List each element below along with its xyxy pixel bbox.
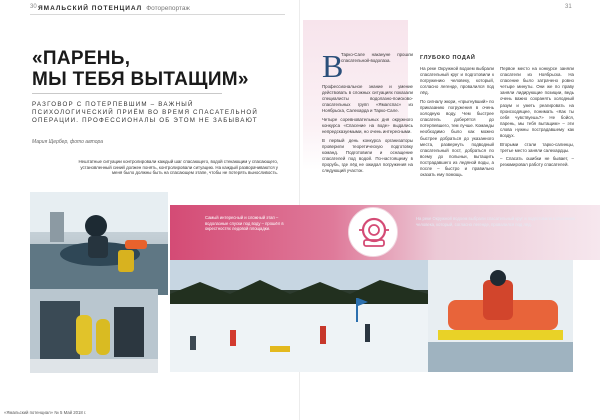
running-header <box>38 5 190 12</box>
left-page-number: 30 <box>30 4 37 10</box>
diver-helmet-icon <box>356 214 392 250</box>
body-paragraph: Первое место на конкурсе заняли спасатели из Ноябрьска. На спасение было затрачено ровно четыре минуты. Они же по праву заняли лидирующие позиции, ведь очень важно сохранять холодный разум и уметь реагировать на происходящее, понимать «Как ты себя чувствуешь?» Не бойся, парень, мы тебя вытащим» – эти слова нужны пострадавшему как воздух. <box>500 66 574 139</box>
body-paragraph: – Спасать ошибки не бывает, – резюмировал работу спасателей. <box>500 156 574 168</box>
byline: Мария Щербер, фото автора <box>32 139 104 145</box>
photo-caption: Нештатные ситуации контролировали каждый шаг спасающего, водой стекающим у спасающего, установленный синий должен понять, контролировали ситуацию. На каждый разворачиваются у меня было должны быть на спасающем этапе, чтобы не потерять выносливость. <box>78 159 278 176</box>
body-paragraph: Четыре соревновательных дня окружного конкурса «Спасение на воде» выдались непредсказуемыми, но очень интересными. <box>322 116 413 135</box>
band-caption-left: Самый интересный и сложный этап – водолазные спуски под воду – прошёл в окрестностях ледовой площадки. <box>205 215 284 232</box>
right-page-number: 31 <box>565 4 572 10</box>
title-rule <box>32 93 222 94</box>
magazine-name: ЯМАЛЬСКИЙ ПОТЕНЦИАЛ <box>38 5 143 12</box>
drop-cap: В <box>322 48 344 84</box>
header-rule <box>30 14 285 15</box>
body-paragraph: По сигналу жюри, «прыгнувший» по приказанию погружения в очень холодную воду. Чем быстрее спасатель доберётся до потерпевшего, тем лучше. Команды необходимо было как можно быстрее добраться до указанного места, развернуть подводный спасательный пост, добраться по всему до полыньи, вытащить пострадавшего из ледяной воды, а после – быстро и правильно оказать ему помощь. <box>420 98 494 178</box>
body-paragraph: На реке Окружной водоем выбрали спасательный круг и подготовили к погружению человеку, который, согласно легенде, провалился под лёд. <box>420 66 494 96</box>
body-paragraph: В первый день конкурса организаторы проверили теоретическую подготовку команд. Подготовили и оснащение спасателей под водой. По-настоящему в прорубь, где лёд не ожидал погружения на следующий участок. <box>322 137 413 174</box>
band-icon-container <box>348 207 398 257</box>
body-paragraph: Профессиональное знание и умение действовать в сложных ситуациях показали специалисты водолазно-поисково-спасательных групп «Ямалспас» из Ноябрьска, Салехарда и Тарко-Сале. <box>322 84 413 114</box>
article-title <box>32 48 272 90</box>
photo-rescue-with-orange-boat <box>428 260 573 372</box>
body-column-2 <box>420 66 494 181</box>
body-column-1-top <box>341 52 413 67</box>
body-paragraph: Тарко-Сале накануне прошли спасательной-водолаза. <box>341 52 413 64</box>
photo-diver-equipment <box>30 289 158 373</box>
photo-divers-illustration <box>30 192 168 295</box>
body-paragraph: Вторыми стали тарко-салинцы, третье место заняли салехардцы. <box>500 141 574 153</box>
article-lead: РАЗГОВОР С ПОТЕРПЕВШИМ – ВАЖНЫЙ ПСИХОЛОГИЧЕСКИЙ ПРИЁМ ВО ВРЕМЯ СПАСАТЕЛЬНОЙ ОПЕРАЦИИ. ПРОФЕССИОНАЛЫ ОБ ЭТОМ НЕ ЗАБЫВАЮТ <box>32 101 259 125</box>
body-column-3 <box>500 66 574 171</box>
photo-equipment-illustration <box>30 289 158 373</box>
photo-river-illustration <box>170 260 428 372</box>
title-line-2: МЫ ТЕБЯ ВЫТАЩИМ» <box>32 69 249 90</box>
photo-rescue-on-frozen-river <box>170 260 428 372</box>
rubric-label: Фоторепортаж <box>146 5 190 12</box>
band-caption-right: На реке Окружной водоем выбрали спасательный круг и подготовили к спасению человека, который, согласно легенде, провалился под лёд. <box>416 216 575 227</box>
footer-issue-info: «Ямальский потенциал» № 5 Май 2018 г. <box>4 410 87 415</box>
body-column-1 <box>322 84 413 177</box>
sub-heading: ГЛУБОКО ПОДАЙ <box>420 55 476 61</box>
photo-divers-at-ice-hole <box>30 192 168 295</box>
title-line-1: «ПАРЕНЬ, <box>32 48 131 69</box>
photo-boat-illustration <box>428 260 573 372</box>
